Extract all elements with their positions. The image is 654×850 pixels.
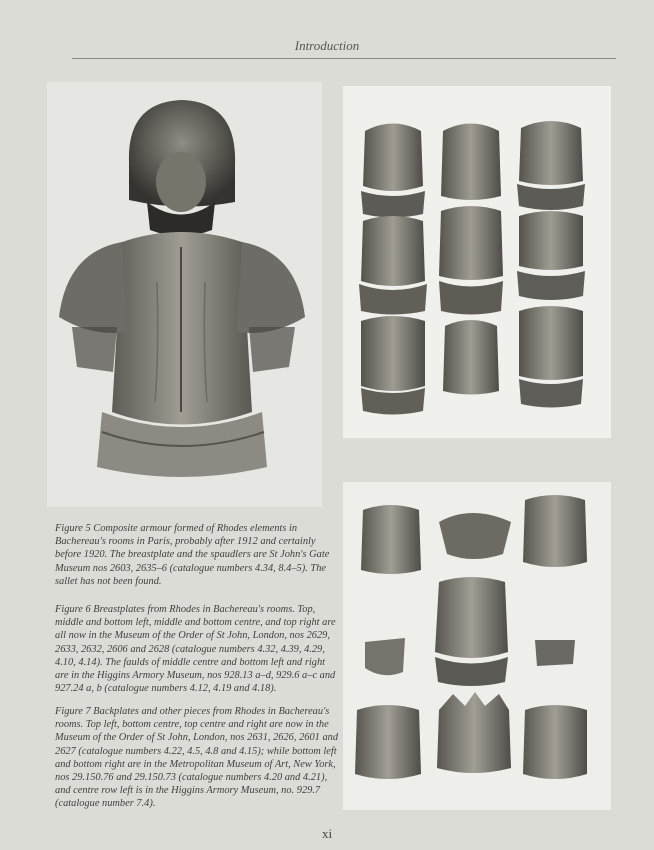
figure-5-caption: Figure 5 Composite armour formed of Rhodes elements in Bachereau's rooms in Paris, probably after 1912 and certainly before 1920. The breastplate and the spaudlers are St John's Gate Museum nos 2603, 2635–6 (catalogue numbers 4.34, 8.4–5). The sallet has not been found. xyxy=(55,523,330,587)
figure-6-caption: Figure 6 Breastplates from Rhodes in Bachereau's rooms. Top, middle and bottom left, middle and bottom centre, and top right are all now in the Museum of the Order of St John, London, nos 2629, 2633, 2632, 2606 and 2628 (catalogue numbers 4.32, 4.39, 4.29, 4.10, 4.14). The faulds of middle centre and bottom left and right are in the Higgins Armory Museum, nos 928.13 a–d, 929.6 a–c and 927.24 a, b (catalogue numbers 4.12, 4.19 and 4.18). xyxy=(55,604,336,695)
column-centre xyxy=(439,124,503,395)
figure-6-photo xyxy=(343,86,611,438)
figure-5-photo xyxy=(47,82,322,507)
running-head: Introduction xyxy=(294,38,360,53)
page-number: xi xyxy=(321,826,333,841)
figure-7-photo xyxy=(343,482,611,810)
figure-7-caption: Figure 7 Backplates and other pieces from Rhodes in Bachereau's rooms. Top left, bottom centre, top centre and right are now in the Museum of the Order of St John, London, nos 2631, 2626, 2601 and 2627 (catalogue numbers 4.22, 4.5, 4.8 and 4.15); while bottom left and bottom right are in the Metropolitan Museum of Art, New York, nos 29.150.76 and 29.150.73 (catalogue numbers 4.20 and 4.21), and centre row left is in the Higgins Armory Museum, no. 929.7 (catalogue number 7.4). xyxy=(55,706,339,810)
column-right xyxy=(517,121,585,408)
column-left xyxy=(359,124,427,415)
header-rule xyxy=(72,58,616,59)
